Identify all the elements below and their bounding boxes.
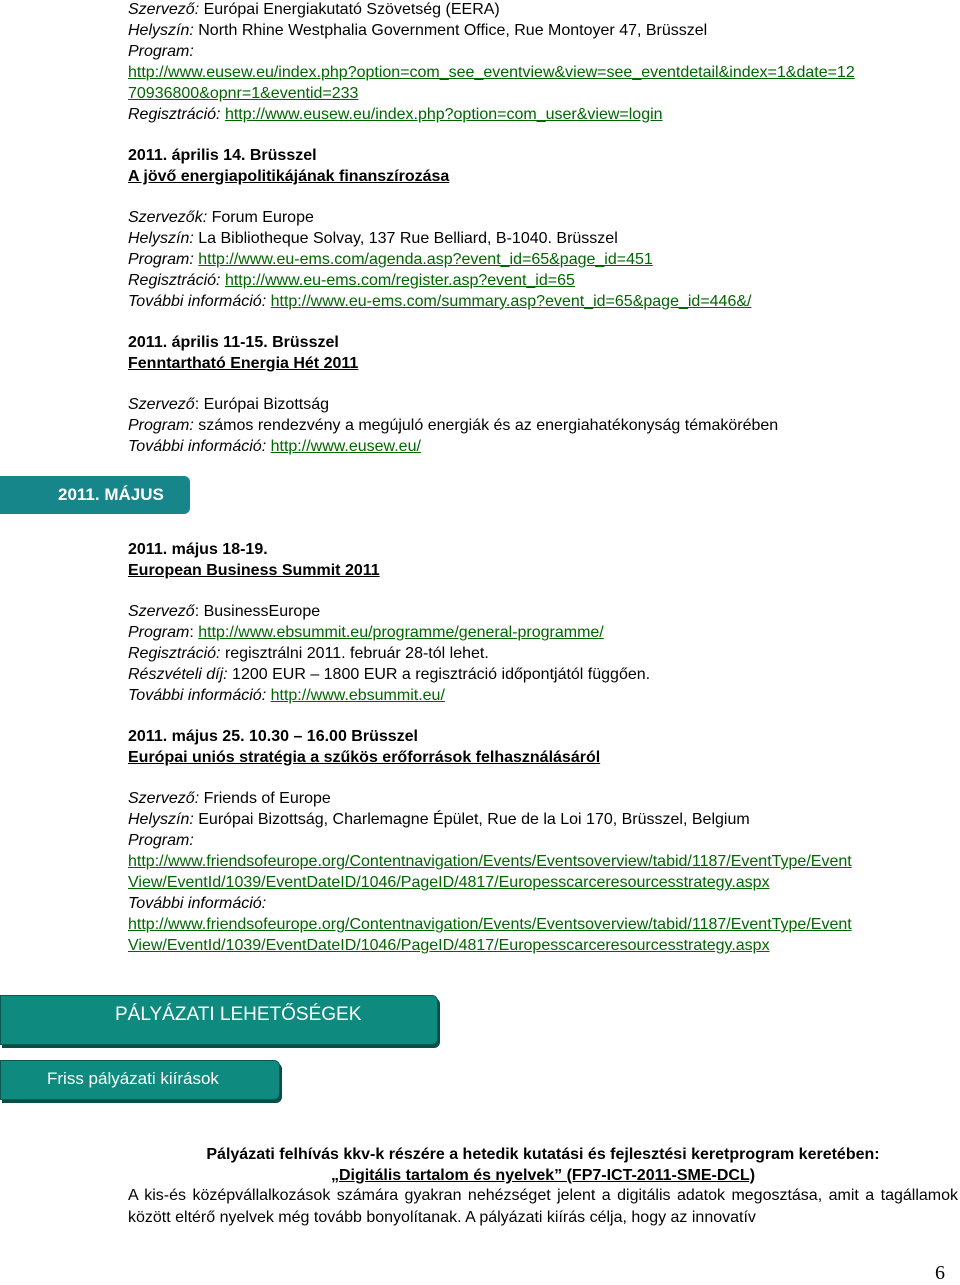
- event3-info-link[interactable]: http://www.ebsummit.eu/: [270, 687, 445, 704]
- call-name: „Digitális tartalom és nyelvek” (FP7-ICT-2011-SME-DCL): [330, 1167, 756, 1184]
- top-venue-line: [128, 21, 707, 41]
- event4-title: Európai uniós stratégia a szűkös erőforrások felhasználásáról: [128, 749, 601, 766]
- section-heading: PÁLYÁZATI LEHETŐSÉGEK: [115, 1004, 362, 1025]
- event3-program-line: Program: http://www.ebsummit.eu/programme/general-programme/: [128, 624, 604, 641]
- organizer-value: Európai Energiakutató Szövetség (EERA): [203, 1, 500, 18]
- event2-organizer-line: Szervező: Európai Bizottság: [128, 396, 329, 413]
- top-program-link-2[interactable]: 70936800&opnr=1&eventid=233: [128, 85, 359, 102]
- event3-program-link[interactable]: http://www.ebsummit.eu/programme/general-programme/: [198, 624, 604, 641]
- top-program-link-1[interactable]: http://www.eusew.eu/index.php?option=com_see_eventview&view=see_eventdetail&index=1&date=12: [128, 64, 855, 81]
- sub-heading: Friss pályázati kiírások: [47, 1069, 219, 1088]
- event4-program-link-2[interactable]: View/EventId/1039/EventDateID/1046/PageID/4817/Europesscarceresourcesstrategy.aspx: [128, 874, 770, 891]
- event4-info-label: További információ:: [128, 895, 267, 912]
- event3-title: European Business Summit 2011: [128, 562, 380, 579]
- event2-program-line: Program: számos rendezvény a megújuló energiák és az energiahatékonyság témakörében: [128, 417, 779, 434]
- event1-program-link[interactable]: http://www.eu-ems.com/agenda.asp?event_id=65&page_id=451: [198, 251, 653, 268]
- call-body: A kis-és középvállalkozások számára gyakran nehézséget jelent a digitális adatok megosztása, amit a tagállamok között eltérő nyelvek még tovább bonyolítanak. A pályázati kiírás célja, hogy az innovatív: [128, 1187, 958, 1226]
- event4-info-link-2[interactable]: View/EventId/1039/EventDateID/1046/PageID/4817/Europesscarceresourcesstrategy.aspx: [128, 937, 770, 954]
- event1-info-link[interactable]: http://www.eu-ems.com/summary.asp?event_id=65&page_id=446&/: [270, 293, 752, 310]
- event2-info-line: További információ: http://www.eusew.eu/: [128, 438, 421, 455]
- call-heading: Pályázati felhívás kkv-k részére a hetedik kutatási és fejlesztési keretprogram keretében:: [206, 1146, 880, 1163]
- event1-registration-link[interactable]: http://www.eu-ems.com/register.asp?event_id=65: [224, 272, 575, 289]
- event2-date: 2011. április 11-15. Brüsszel: [128, 334, 339, 351]
- event3-organizer-line: Szervező: BusinessEurope: [128, 603, 321, 620]
- event1-date: 2011. április 14. Brüsszel: [128, 147, 317, 164]
- registration-link[interactable]: http://www.eusew.eu/index.php?option=com_user&view=login: [224, 106, 663, 123]
- event1-info-line: További információ: http://www.eu-ems.com/summary.asp?event_id=65&page_id=446&/: [128, 293, 752, 310]
- event3-registration-line: Regisztráció: regisztrálni 2011. február 28-tól lehet.: [128, 645, 489, 662]
- event4-date: 2011. május 25. 10.30 – 16.00 Brüsszel: [128, 728, 418, 745]
- event4-organizer-line: Szervező: Friends of Europe: [128, 790, 331, 807]
- event4-venue-line: Helyszín: Európai Bizottság, Charlemagne Épület, Rue de la Loi 170, Brüsszel, Belgium: [128, 811, 750, 828]
- event3-date: 2011. május 18-19.: [128, 541, 268, 558]
- registration-label: Regisztráció:: [128, 106, 221, 123]
- event1-program-line: Program: http://www.eu-ems.com/agenda.asp?event_id=65&page_id=451: [128, 251, 653, 268]
- section-heading-box: [0, 995, 438, 1045]
- page-number: 6: [935, 1262, 945, 1284]
- event1-title: A jövő energiapolitikájának finanszírozása: [128, 168, 450, 185]
- event4-program-label: Program:: [128, 832, 194, 849]
- top-organizer-line: [128, 0, 500, 20]
- venue-value: North Rhine Westphalia Government Office, Rue Montoyer 47, Brüsszel: [198, 22, 708, 39]
- event1-organizer-line: Szervezők: Forum Europe: [128, 209, 314, 226]
- organizer-label: Szervező:: [128, 1, 200, 18]
- event1-venue-line: Helyszín: La Bibliotheque Solvay, 137 Rue Belliard, B-1040. Brüsszel: [128, 230, 618, 247]
- event3-fee-line: Részvételi díj: 1200 EUR – 1800 EUR a regisztráció időpontjától függően.: [128, 666, 651, 683]
- top-registration-line: [128, 105, 663, 125]
- event2-title: Fenntartható Energia Hét 2011: [128, 355, 359, 372]
- top-program-label: Program:: [128, 43, 194, 60]
- month-badge: 2011. MÁJUS: [0, 476, 190, 514]
- event1-registration-line: Regisztráció: http://www.eu-ems.com/register.asp?event_id=65: [128, 272, 575, 289]
- event2-info-link[interactable]: http://www.eusew.eu/: [270, 438, 421, 455]
- event3-info-line: További információ: http://www.ebsummit.eu/: [128, 687, 445, 704]
- sub-heading-box: [0, 1060, 280, 1100]
- event4-info-link-1[interactable]: http://www.friendsofeurope.org/Contentnavigation/Events/Eventsoverview/tabid/1187/EventType/Event: [128, 916, 852, 933]
- event4-program-link-1[interactable]: http://www.friendsofeurope.org/Contentnavigation/Events/Eventsoverview/tabid/1187/EventType/Event: [128, 853, 852, 870]
- venue-label: Helyszín:: [128, 22, 194, 39]
